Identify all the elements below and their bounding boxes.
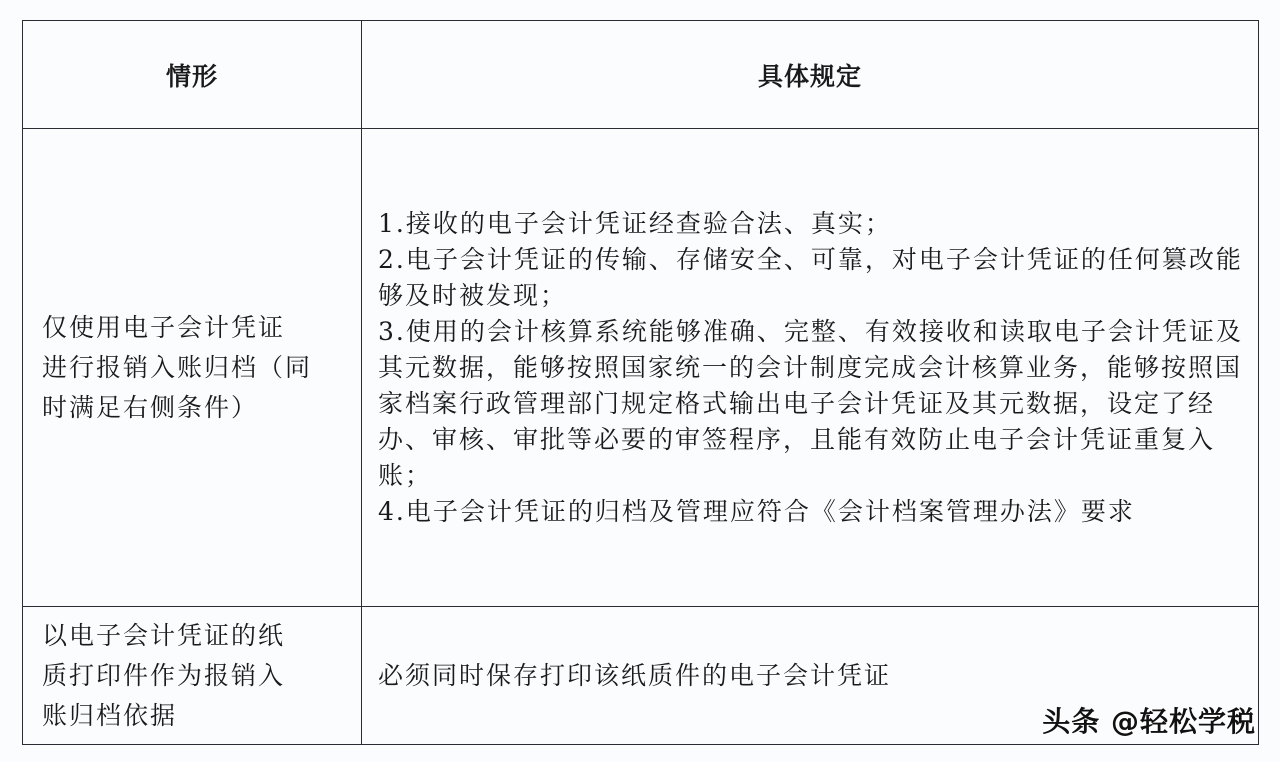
situation-line: 进行报销入账归档（同 xyxy=(42,352,313,382)
provisions-list xyxy=(362,206,1258,530)
situation-line: 以电子会计凭证的纸 xyxy=(42,620,286,650)
situation-line: 仅使用电子会计凭证 xyxy=(42,312,286,342)
regulation-table xyxy=(22,20,1259,745)
table-header-row xyxy=(23,21,1258,129)
header-situation-label: 情形 xyxy=(165,61,218,91)
watermark: 头条 @轻松学税 xyxy=(1042,705,1256,738)
situation-text xyxy=(23,616,295,736)
provision-item: 2.电子会计凭证的传输、存储安全、可靠，对电子会计凭证的任何篡改能够及时被发现； xyxy=(378,244,1243,310)
situation-line: 质打印件作为报销入 xyxy=(42,660,286,690)
situation-cell xyxy=(23,607,362,744)
provisions-list xyxy=(362,658,901,694)
table-row xyxy=(23,129,1258,607)
situation-line: 时满足右侧条件） xyxy=(42,392,259,422)
provision-item: 1.接收的电子会计凭证经查验合法、真实； xyxy=(378,208,892,238)
provision-item: 3.使用的会计核算系统能够准确、完整、有效接收和读取电子会计凭证及其元数据，能够按照国家统一的会计制度完成会计核算业务，能够按照国家档案行政管理部门规定格式输出电子会计凭证及其元数据，设定了经办、审核、审批等必要的审签程序，且能有效防止电子会计凭证重复入账； xyxy=(378,316,1243,490)
situation-text xyxy=(23,308,322,428)
provisions-cell xyxy=(362,129,1258,606)
situation-line: 账归档依据 xyxy=(42,700,178,730)
provision-item: 必须同时保存打印该纸质件的电子会计凭证 xyxy=(378,660,892,690)
situation-cell xyxy=(23,129,362,606)
header-provisions xyxy=(362,21,1258,128)
header-situation xyxy=(23,21,362,128)
header-provisions-label: 具体规定 xyxy=(757,61,862,91)
provision-item: 4.电子会计凭证的归档及管理应符合《会计档案管理办法》要求 xyxy=(378,496,1135,526)
